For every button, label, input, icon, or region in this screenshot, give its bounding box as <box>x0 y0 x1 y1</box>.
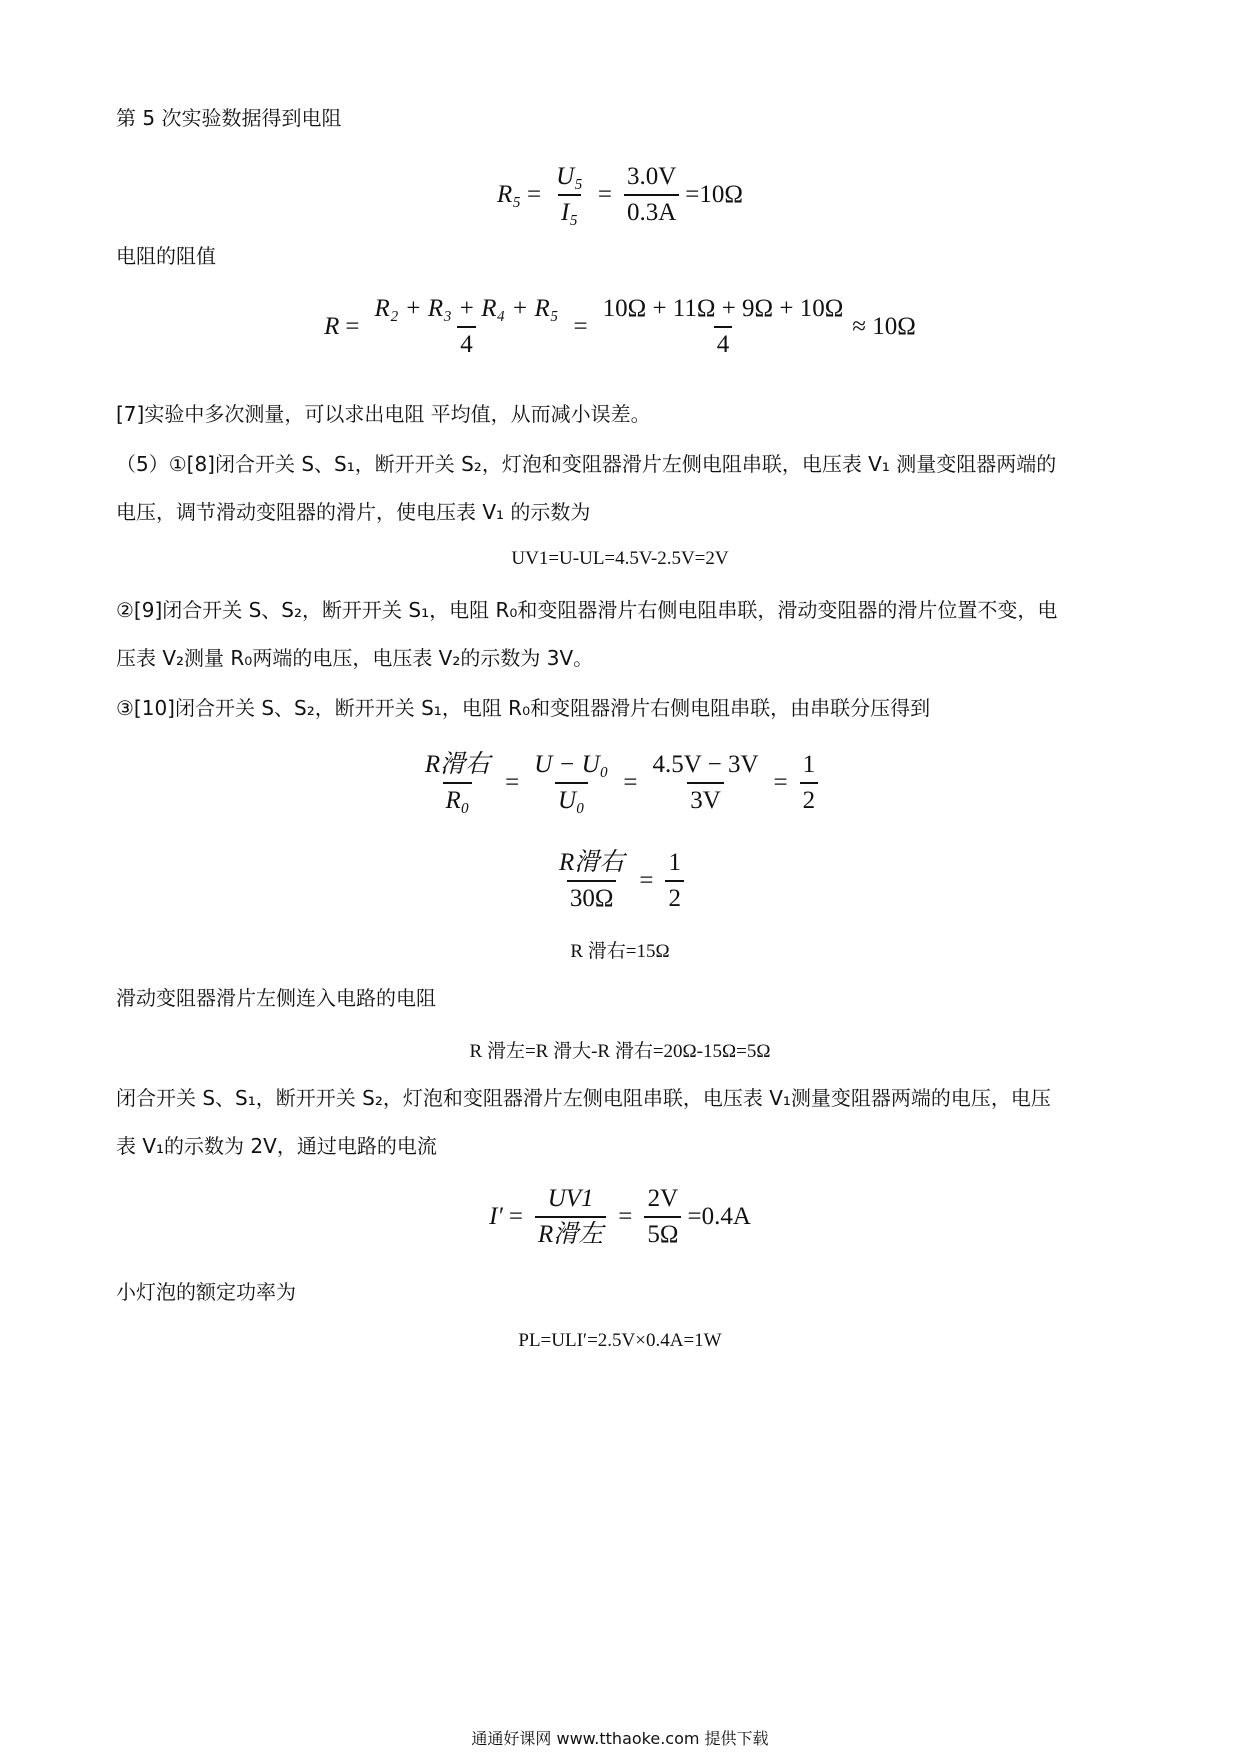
text-line: 压表 V₂测量 R₀两端的电压，电压表 V₂的示数为 3V。 <box>116 646 594 670</box>
fraction: $\frac{10\Omega + 11\Omega + 9\Omega + 10\Omega}{4}$ <box>600 292 847 362</box>
eq-result: =10Ω <box>685 181 743 208</box>
text-line: 电阻的阻值 <box>116 244 216 268</box>
equation-voltage-ratio: $\frac{\text{R滑右}}{\text{R₀}}$ = $\frac{\text{U − U₀}}{\text{U₀}}$ = $\frac{4.5V - 3V}{3V}$ = $\frac{1}{2}$ <box>0 748 1240 818</box>
text-line: 第 5 次实验数据得到电阻 <box>116 106 342 130</box>
eq-result: =0.4A <box>687 1203 751 1230</box>
fraction: $\frac{4.5V - 3V}{3V}$ <box>650 748 762 818</box>
text-line: [7]实验中多次测量，可以求出电阻 平均值，从而减小误差。 <box>116 402 651 426</box>
fraction: $\frac{\text{R滑右}}{\text{R₀}}$ <box>422 748 493 818</box>
eq-result: ≈ 10Ω <box>852 313 916 340</box>
fraction: $\frac{\text{U₅}}{\text{I₅}}$ <box>553 160 586 230</box>
equation-r-right: R 滑右=15Ω <box>570 941 670 962</box>
equation-power: PL=ULI′=2.5V×0.4A=1W <box>518 1330 722 1351</box>
text-line: 表 V₁的示数为 2V，通过电路的电流 <box>116 1134 437 1158</box>
page-footer: 通通好课网 www.tthaoke.com 提供下载 <box>471 1729 769 1748</box>
text-line: 滑动变阻器滑片左侧连入电路的电阻 <box>116 986 436 1010</box>
eq-symbol: R <box>324 313 340 340</box>
fraction: $\frac{2V}{5\Omega}$ <box>644 1182 681 1252</box>
fraction: $\frac{\text{R滑右}}{30\Omega}$ <box>556 846 627 916</box>
equation-r-ratio: $\frac{\text{R滑右}}{30\Omega}$ = $\frac{1}{2}$ <box>0 846 1240 916</box>
fraction: $\frac{1}{2}$ <box>665 846 684 916</box>
equation-uv1: UV1=U-UL=4.5V-2.5V=2V <box>511 548 729 569</box>
text-line: ②[9]闭合开关 S、S₂，断开开关 S₁，电阻 R₀和变阻器滑片右侧电阻串联，滑动变阻器的滑片位置不变，电 <box>116 598 1058 622</box>
fraction: $\frac{UV1}{\text{R滑左}}$ <box>535 1182 606 1252</box>
text-line: 小灯泡的额定功率为 <box>116 1280 296 1304</box>
equation-r-left: R 滑左=R 滑大-R 滑右=20Ω-15Ω=5Ω <box>469 1041 771 1062</box>
text-line: ③[10]闭合开关 S、S₂，断开开关 S₁，电阻 R₀和变阻器滑片右侧电阻串联，由串联分压得到 <box>116 696 931 720</box>
text-line: 闭合开关 S、S₁，断开开关 S₂，灯泡和变阻器滑片左侧电阻串联，电压表 V₁测量变阻器两端的电压，电压 <box>116 1086 1051 1110</box>
equation-r5: R₅ = $\frac{\text{U₅}}{\text{I₅}}$ = $\frac{3.0V}{0.3A}$ =10Ω <box>0 160 1240 230</box>
eq-symbol: R₅ <box>497 181 521 208</box>
fraction: $\frac{\text{R₂ + R₃ + R₄ + R₅}}{4}$ <box>372 292 562 362</box>
equation-average-resistance: R = $\frac{\text{R₂ + R₃ + R₄ + R₅}}{4}$ = $\frac{10\Omega + 11\Omega + 9\Omega + 10\Omega}{4}$ ≈ 10Ω <box>0 292 1240 362</box>
fraction: $\frac{1}{2}$ <box>800 748 819 818</box>
fraction: $\frac{3.0V}{0.3A}$ <box>624 160 679 230</box>
equation-current: I′ = $\frac{UV1}{\text{R滑左}}$ = $\frac{2V}{5\Omega}$ =0.4A <box>0 1182 1240 1252</box>
text-line: 电压，调节滑动变阻器的滑片，使电压表 V₁ 的示数为 <box>116 500 591 524</box>
eq-symbol: I′ <box>489 1203 503 1230</box>
text-line: （5）①[8]闭合开关 S、S₁，断开开关 S₂，灯泡和变阻器滑片左侧电阻串联，电压表 V₁ 测量变阻器两端的 <box>116 452 1057 476</box>
fraction: $\frac{\text{U − U₀}}{\text{U₀}}$ <box>531 748 611 818</box>
